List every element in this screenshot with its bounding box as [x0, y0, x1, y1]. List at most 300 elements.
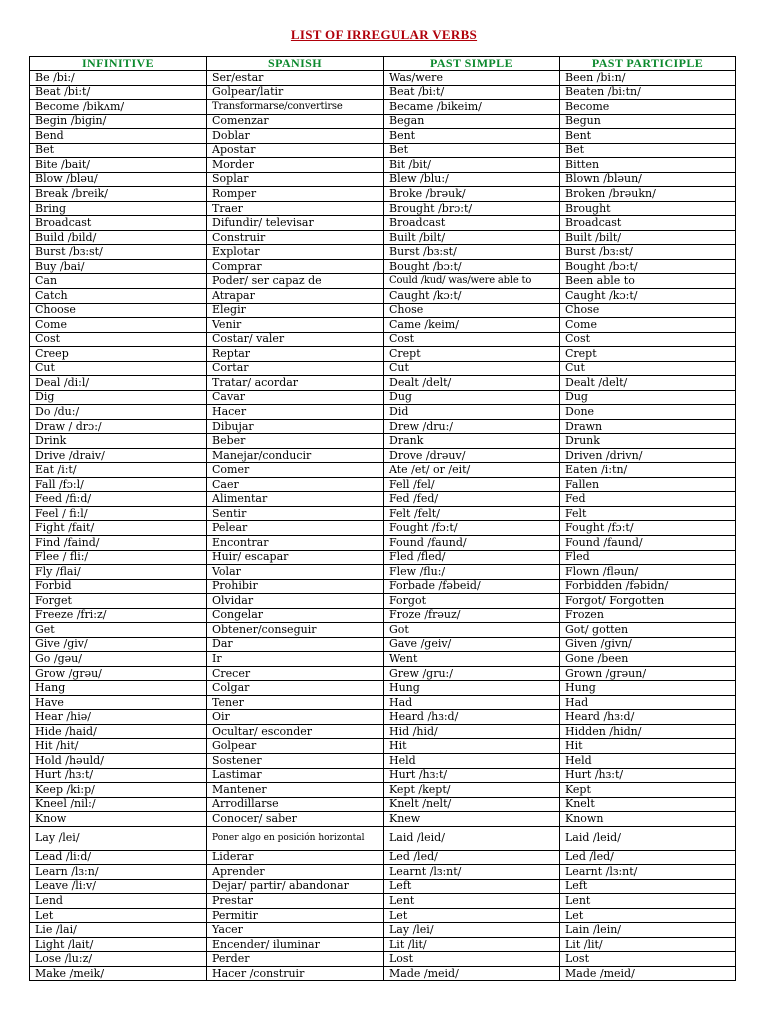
- past-simple-cell: Grew /gru:/: [384, 666, 560, 681]
- infinitive-cell: Leave /li:v/: [30, 879, 207, 894]
- past-participle-cell: Hidden /hidn/: [560, 724, 736, 739]
- table-row: [30, 666, 736, 681]
- table-row: [30, 129, 736, 144]
- past-simple-cell: Felt /felt/: [384, 506, 560, 521]
- table-row: [30, 376, 736, 391]
- past-simple-cell: Caught /kɔ:t/: [384, 288, 560, 303]
- past-simple-cell: Went: [384, 652, 560, 667]
- past-participle-cell: Given /givn/: [560, 637, 736, 652]
- past-participle-cell: Hurt /hɜ:t/: [560, 768, 736, 783]
- infinitive-cell: Fight /fait/: [30, 521, 207, 536]
- infinitive-cell: Broadcast: [30, 216, 207, 231]
- past-simple-cell: Led /led/: [384, 850, 560, 865]
- past-simple-cell: Chose: [384, 303, 560, 318]
- past-simple-cell: Knelt /nelt/: [384, 797, 560, 812]
- spanish-cell: Alimentar: [207, 492, 384, 507]
- past-simple-cell: Blew /blu:/: [384, 172, 560, 187]
- spanish-cell: Prestar: [207, 894, 384, 909]
- spanish-cell: Venir: [207, 318, 384, 333]
- spanish-cell: Atrapar: [207, 288, 384, 303]
- past-simple-cell: Drove /drəuv/: [384, 448, 560, 463]
- past-participle-cell: Cost: [560, 332, 736, 347]
- table-row: [30, 608, 736, 623]
- spanish-cell: Dibujar: [207, 419, 384, 434]
- table-row: [30, 492, 736, 507]
- past-participle-cell: Fallen: [560, 477, 736, 492]
- infinitive-cell: Lie /lai/: [30, 923, 207, 938]
- past-simple-cell: Lay /lei/: [384, 923, 560, 938]
- past-participle-cell: Driven /drivn/: [560, 448, 736, 463]
- infinitive-cell: Creep: [30, 347, 207, 362]
- past-simple-cell: Made /meid/: [384, 966, 560, 981]
- past-participle-cell: Forbidden /fəbidn/: [560, 579, 736, 594]
- infinitive-cell: Drink: [30, 434, 207, 449]
- past-participle-cell: Held: [560, 753, 736, 768]
- table-row: [30, 724, 736, 739]
- infinitive-cell: Choose: [30, 303, 207, 318]
- infinitive-cell: Kneel /nil:/: [30, 797, 207, 812]
- past-participle-cell: Caught /kɔ:t/: [560, 288, 736, 303]
- table-row: [30, 594, 736, 609]
- spanish-cell: Lastimar: [207, 768, 384, 783]
- spanish-cell: Mantener: [207, 783, 384, 798]
- infinitive-cell: Hear /hiə/: [30, 710, 207, 725]
- spanish-cell: Aprender: [207, 865, 384, 880]
- infinitive-cell: Fall /fɔ:l/: [30, 477, 207, 492]
- table-row: [30, 695, 736, 710]
- spanish-cell: Encontrar: [207, 536, 384, 551]
- spanish-cell: Conocer/ saber: [207, 812, 384, 827]
- infinitive-cell: Hit /hit/: [30, 739, 207, 754]
- past-simple-cell: Kept /kept/: [384, 783, 560, 798]
- spanish-cell: Liderar: [207, 850, 384, 865]
- infinitive-cell: Bring: [30, 201, 207, 216]
- infinitive-cell: Feed /fi:d/: [30, 492, 207, 507]
- past-simple-cell: Ate /et/ or /eit/: [384, 463, 560, 478]
- past-participle-cell: Hit: [560, 739, 736, 754]
- infinitive-cell: Deal /di:l/: [30, 376, 207, 391]
- table-row: [30, 753, 736, 768]
- past-participle-cell: Led /led/: [560, 850, 736, 865]
- spanish-cell: Tener: [207, 695, 384, 710]
- infinitive-cell: Bet: [30, 143, 207, 158]
- infinitive-cell: Lend: [30, 894, 207, 909]
- infinitive-cell: Keep /ki:p/: [30, 783, 207, 798]
- table-row: [30, 681, 736, 696]
- infinitive-cell: Dig: [30, 390, 207, 405]
- past-participle-cell: Had: [560, 695, 736, 710]
- past-simple-cell: Began: [384, 114, 560, 129]
- table-row: [30, 448, 736, 463]
- past-participle-cell: Been /bi:n/: [560, 71, 736, 86]
- table-row: [30, 318, 736, 333]
- spanish-cell: Golpear/latir: [207, 85, 384, 100]
- spanish-cell: Elegir: [207, 303, 384, 318]
- past-participle-cell: Fed: [560, 492, 736, 507]
- past-participle-cell: Bent: [560, 129, 736, 144]
- infinitive-cell: Build /bild/: [30, 230, 207, 245]
- table-row: [30, 230, 736, 245]
- past-simple-cell: Cut: [384, 361, 560, 376]
- table-row: [30, 812, 736, 827]
- past-simple-cell: Flew /flu:/: [384, 565, 560, 580]
- past-simple-cell: Did: [384, 405, 560, 420]
- past-simple-cell: Built /bilt/: [384, 230, 560, 245]
- past-simple-cell: Broke /brəuk/: [384, 187, 560, 202]
- infinitive-cell: Bite /bait/: [30, 158, 207, 173]
- past-simple-cell: Got: [384, 623, 560, 638]
- infinitive-cell: Drive /draiv/: [30, 448, 207, 463]
- past-participle-cell: Built /bilt/: [560, 230, 736, 245]
- spanish-cell: Ocultar/ esconder: [207, 724, 384, 739]
- spanish-cell: Golpear: [207, 739, 384, 754]
- spanish-cell: Volar: [207, 565, 384, 580]
- past-simple-cell: Could /kud/ was/were able to: [384, 274, 560, 289]
- table-row: [30, 710, 736, 725]
- infinitive-cell: Lay /lei/: [30, 826, 207, 850]
- table-row: [30, 274, 736, 289]
- past-participle-cell: Chose: [560, 303, 736, 318]
- past-simple-cell: Lit /lit/: [384, 937, 560, 952]
- past-participle-cell: Bet: [560, 143, 736, 158]
- table-row: [30, 85, 736, 100]
- verb-rows: [30, 71, 736, 981]
- past-simple-cell: Bought /bɔ:t/: [384, 259, 560, 274]
- infinitive-cell: Find /faind/: [30, 536, 207, 551]
- past-participle-cell: Made /meid/: [560, 966, 736, 981]
- table-row: [30, 908, 736, 923]
- past-participle-cell: Crept: [560, 347, 736, 362]
- spanish-cell: Tratar/ acordar: [207, 376, 384, 391]
- spanish-cell: Difundir/ televisar: [207, 216, 384, 231]
- table-row: [30, 332, 736, 347]
- past-simple-cell: Hid /hid/: [384, 724, 560, 739]
- past-participle-cell: Bought /bɔ:t/: [560, 259, 736, 274]
- past-simple-cell: Hurt /hɜ:t/: [384, 768, 560, 783]
- spanish-cell: Hacer /construir: [207, 966, 384, 981]
- table-row: [30, 390, 736, 405]
- spanish-cell: Apostar: [207, 143, 384, 158]
- past-simple-cell: Forbade /fəbeid/: [384, 579, 560, 594]
- past-participle-cell: Lit /lit/: [560, 937, 736, 952]
- table-row: [30, 579, 736, 594]
- spanish-cell: Sentir: [207, 506, 384, 521]
- infinitive-cell: Buy /bai/: [30, 259, 207, 274]
- spanish-cell: Morder: [207, 158, 384, 173]
- infinitive-cell: Begin /bigin/: [30, 114, 207, 129]
- header-past-participle: PAST PARTICIPLE: [560, 57, 736, 71]
- past-participle-cell: Done: [560, 405, 736, 420]
- table-row: [30, 434, 736, 449]
- infinitive-cell: Give /giv/: [30, 637, 207, 652]
- table-row: [30, 506, 736, 521]
- spanish-cell: Doblar: [207, 129, 384, 144]
- past-simple-cell: Found /faund/: [384, 536, 560, 551]
- past-participle-cell: Grown /grəun/: [560, 666, 736, 681]
- table-row: [30, 536, 736, 551]
- infinitive-cell: Let: [30, 908, 207, 923]
- spanish-cell: Prohibir: [207, 579, 384, 594]
- spanish-cell: Cortar: [207, 361, 384, 376]
- infinitive-cell: Lose /lu:z/: [30, 952, 207, 967]
- table-row: [30, 966, 736, 981]
- past-participle-cell: Beaten /bi:tn/: [560, 85, 736, 100]
- spanish-cell: Congelar: [207, 608, 384, 623]
- past-participle-cell: Broken /brəukn/: [560, 187, 736, 202]
- past-simple-cell: Forgot: [384, 594, 560, 609]
- past-simple-cell: Dug: [384, 390, 560, 405]
- past-participle-cell: Kept: [560, 783, 736, 798]
- past-participle-cell: Lent: [560, 894, 736, 909]
- table-row: [30, 623, 736, 638]
- past-simple-cell: Drew /dru:/: [384, 419, 560, 434]
- infinitive-cell: Come: [30, 318, 207, 333]
- spanish-cell: Reptar: [207, 347, 384, 362]
- table-row: [30, 100, 736, 115]
- past-simple-cell: Fled /fled/: [384, 550, 560, 565]
- past-simple-cell: Bet: [384, 143, 560, 158]
- past-simple-cell: Burst /bɜ:st/: [384, 245, 560, 260]
- past-simple-cell: Cost: [384, 332, 560, 347]
- infinitive-cell: Go /gəu/: [30, 652, 207, 667]
- past-participle-cell: Brought: [560, 201, 736, 216]
- spanish-cell: Dejar/ partir/ abandonar: [207, 879, 384, 894]
- table-row: [30, 347, 736, 362]
- spanish-cell: Romper: [207, 187, 384, 202]
- spanish-cell: Cavar: [207, 390, 384, 405]
- past-participle-cell: Left: [560, 879, 736, 894]
- infinitive-cell: Learn /lɜ:n/: [30, 865, 207, 880]
- infinitive-cell: Hide /haid/: [30, 724, 207, 739]
- infinitive-cell: Make /meik/: [30, 966, 207, 981]
- infinitive-cell: Know: [30, 812, 207, 827]
- spanish-cell: Beber: [207, 434, 384, 449]
- spanish-cell: Ir: [207, 652, 384, 667]
- table-row: [30, 739, 736, 754]
- infinitive-cell: Grow /grəu/: [30, 666, 207, 681]
- past-participle-cell: Known: [560, 812, 736, 827]
- past-participle-cell: Found /faund/: [560, 536, 736, 551]
- infinitive-cell: Feel / fi:l/: [30, 506, 207, 521]
- past-participle-cell: Felt: [560, 506, 736, 521]
- past-participle-cell: Come: [560, 318, 736, 333]
- table-row: [30, 216, 736, 231]
- past-simple-cell: Drank: [384, 434, 560, 449]
- past-simple-cell: Bit /bit/: [384, 158, 560, 173]
- past-simple-cell: Broadcast: [384, 216, 560, 231]
- past-simple-cell: Knew: [384, 812, 560, 827]
- spanish-cell: Comenzar: [207, 114, 384, 129]
- past-participle-cell: Broadcast: [560, 216, 736, 231]
- past-participle-cell: Lost: [560, 952, 736, 967]
- table-row: [30, 521, 736, 536]
- table-row: [30, 850, 736, 865]
- table-row: [30, 865, 736, 880]
- past-simple-cell: Became /bikeim/: [384, 100, 560, 115]
- spanish-cell: Olvidar: [207, 594, 384, 609]
- past-participle-cell: Fled: [560, 550, 736, 565]
- infinitive-cell: Forget: [30, 594, 207, 609]
- table-row: [30, 952, 736, 967]
- spanish-cell: Permitir: [207, 908, 384, 923]
- past-simple-cell: Bent: [384, 129, 560, 144]
- past-participle-cell: Lain /lein/: [560, 923, 736, 938]
- infinitive-cell: Fly /flai/: [30, 565, 207, 580]
- table-row: [30, 405, 736, 420]
- past-participle-cell: Eaten /i:tn/: [560, 463, 736, 478]
- past-participle-cell: Forgot/ Forgotten: [560, 594, 736, 609]
- spanish-cell: Caer: [207, 477, 384, 492]
- spanish-cell: Perder: [207, 952, 384, 967]
- spanish-cell: Explotar: [207, 245, 384, 260]
- spanish-cell: Soplar: [207, 172, 384, 187]
- past-participle-cell: Fought /fɔ:t/: [560, 521, 736, 536]
- header-row: [30, 57, 736, 71]
- table-row: [30, 637, 736, 652]
- table-row: [30, 288, 736, 303]
- table-row: [30, 768, 736, 783]
- past-simple-cell: Was/were: [384, 71, 560, 86]
- header-infinitive: INFINITIVE: [30, 57, 207, 71]
- past-simple-cell: Held: [384, 753, 560, 768]
- spanish-cell: Poner algo en posición horizontal: [207, 826, 384, 850]
- table-row: [30, 477, 736, 492]
- past-participle-cell: Bitten: [560, 158, 736, 173]
- past-participle-cell: Laid /leid/: [560, 826, 736, 850]
- past-participle-cell: Blown /bləun/: [560, 172, 736, 187]
- table-row: [30, 463, 736, 478]
- infinitive-cell: Cut: [30, 361, 207, 376]
- past-simple-cell: Fought /fɔ:t/: [384, 521, 560, 536]
- table-row: [30, 245, 736, 260]
- past-simple-cell: Brought /brɔ:t/: [384, 201, 560, 216]
- infinitive-cell: Eat /i:t/: [30, 463, 207, 478]
- spanish-cell: Arrodillarse: [207, 797, 384, 812]
- past-simple-cell: Froze /frəuz/: [384, 608, 560, 623]
- past-simple-cell: Had: [384, 695, 560, 710]
- spanish-cell: Hacer: [207, 405, 384, 420]
- spanish-cell: Traer: [207, 201, 384, 216]
- infinitive-cell: Blow /bləu/: [30, 172, 207, 187]
- table-row: [30, 201, 736, 216]
- table-row: [30, 361, 736, 376]
- infinitive-cell: Cost: [30, 332, 207, 347]
- infinitive-cell: Hold /həuld/: [30, 753, 207, 768]
- infinitive-cell: Freeze /fri:z/: [30, 608, 207, 623]
- past-participle-cell: Dug: [560, 390, 736, 405]
- infinitive-cell: Break /breik/: [30, 187, 207, 202]
- table-row: [30, 143, 736, 158]
- irregular-verbs-table: [29, 56, 736, 981]
- past-participle-cell: Heard /hɜ:d/: [560, 710, 736, 725]
- infinitive-cell: Lead /li:d/: [30, 850, 207, 865]
- past-simple-cell: Crept: [384, 347, 560, 362]
- past-simple-cell: Lost: [384, 952, 560, 967]
- table-row: [30, 826, 736, 850]
- infinitive-cell: Become /bikʌm/: [30, 100, 207, 115]
- past-participle-cell: Burst /bɜ:st/: [560, 245, 736, 260]
- infinitive-cell: Bend: [30, 129, 207, 144]
- header-spanish: SPANISH: [207, 57, 384, 71]
- spanish-cell: Manejar/conducir: [207, 448, 384, 463]
- infinitive-cell: Flee / fli:/: [30, 550, 207, 565]
- past-participle-cell: Cut: [560, 361, 736, 376]
- table-row: [30, 71, 736, 86]
- past-simple-cell: Dealt /delt/: [384, 376, 560, 391]
- spanish-cell: Crecer: [207, 666, 384, 681]
- table-row: [30, 114, 736, 129]
- table-row: [30, 158, 736, 173]
- table-row: [30, 565, 736, 580]
- past-simple-cell: Came /keim/: [384, 318, 560, 333]
- table-row: [30, 879, 736, 894]
- past-participle-cell: Dealt /delt/: [560, 376, 736, 391]
- past-participle-cell: Frozen: [560, 608, 736, 623]
- infinitive-cell: Be /bi:/: [30, 71, 207, 86]
- infinitive-cell: Beat /bi:t/: [30, 85, 207, 100]
- infinitive-cell: Draw / drɔ:/: [30, 419, 207, 434]
- spanish-cell: Encender/ iluminar: [207, 937, 384, 952]
- spanish-cell: Colgar: [207, 681, 384, 696]
- past-participle-cell: Hung: [560, 681, 736, 696]
- infinitive-cell: Burst /bɜ:st/: [30, 245, 207, 260]
- past-simple-cell: Fell /fel/: [384, 477, 560, 492]
- past-participle-cell: Been able to: [560, 274, 736, 289]
- spanish-cell: Comer: [207, 463, 384, 478]
- page-title: LIST OF IRREGULAR VERBS: [290, 27, 478, 42]
- spanish-cell: Construir: [207, 230, 384, 245]
- table-row: [30, 303, 736, 318]
- past-simple-cell: Hung: [384, 681, 560, 696]
- spanish-cell: Sostener: [207, 753, 384, 768]
- spanish-cell: Huir/ escapar: [207, 550, 384, 565]
- past-simple-cell: Hit: [384, 739, 560, 754]
- spanish-cell: Pelear: [207, 521, 384, 536]
- past-participle-cell: Got/ gotten: [560, 623, 736, 638]
- past-simple-cell: Lent: [384, 894, 560, 909]
- infinitive-cell: Catch: [30, 288, 207, 303]
- past-participle-cell: Let: [560, 908, 736, 923]
- past-participle-cell: Become: [560, 100, 736, 115]
- past-participle-cell: Gone /been: [560, 652, 736, 667]
- spanish-cell: Oir: [207, 710, 384, 725]
- spanish-cell: Obtener/conseguir: [207, 623, 384, 638]
- spanish-cell: Costar/ valer: [207, 332, 384, 347]
- past-simple-cell: Let: [384, 908, 560, 923]
- table-row: [30, 797, 736, 812]
- table-row: [30, 172, 736, 187]
- past-simple-cell: Beat /bi:t/: [384, 85, 560, 100]
- infinitive-cell: Get: [30, 623, 207, 638]
- past-simple-cell: Laid /leid/: [384, 826, 560, 850]
- table-row: [30, 419, 736, 434]
- infinitive-cell: Have: [30, 695, 207, 710]
- past-participle-cell: Begun: [560, 114, 736, 129]
- past-simple-cell: Heard /hɜ:d/: [384, 710, 560, 725]
- spanish-cell: Transformarse/convertirse: [207, 100, 384, 115]
- past-participle-cell: Drunk: [560, 434, 736, 449]
- table-row: [30, 187, 736, 202]
- header-past-simple: PAST SIMPLE: [384, 57, 560, 71]
- table-row: [30, 894, 736, 909]
- past-participle-cell: Learnt /lɜ:nt/: [560, 865, 736, 880]
- table-row: [30, 259, 736, 274]
- spanish-cell: Comprar: [207, 259, 384, 274]
- past-participle-cell: Drawn: [560, 419, 736, 434]
- spanish-cell: Poder/ ser capaz de: [207, 274, 384, 289]
- past-simple-cell: Left: [384, 879, 560, 894]
- table-row: [30, 937, 736, 952]
